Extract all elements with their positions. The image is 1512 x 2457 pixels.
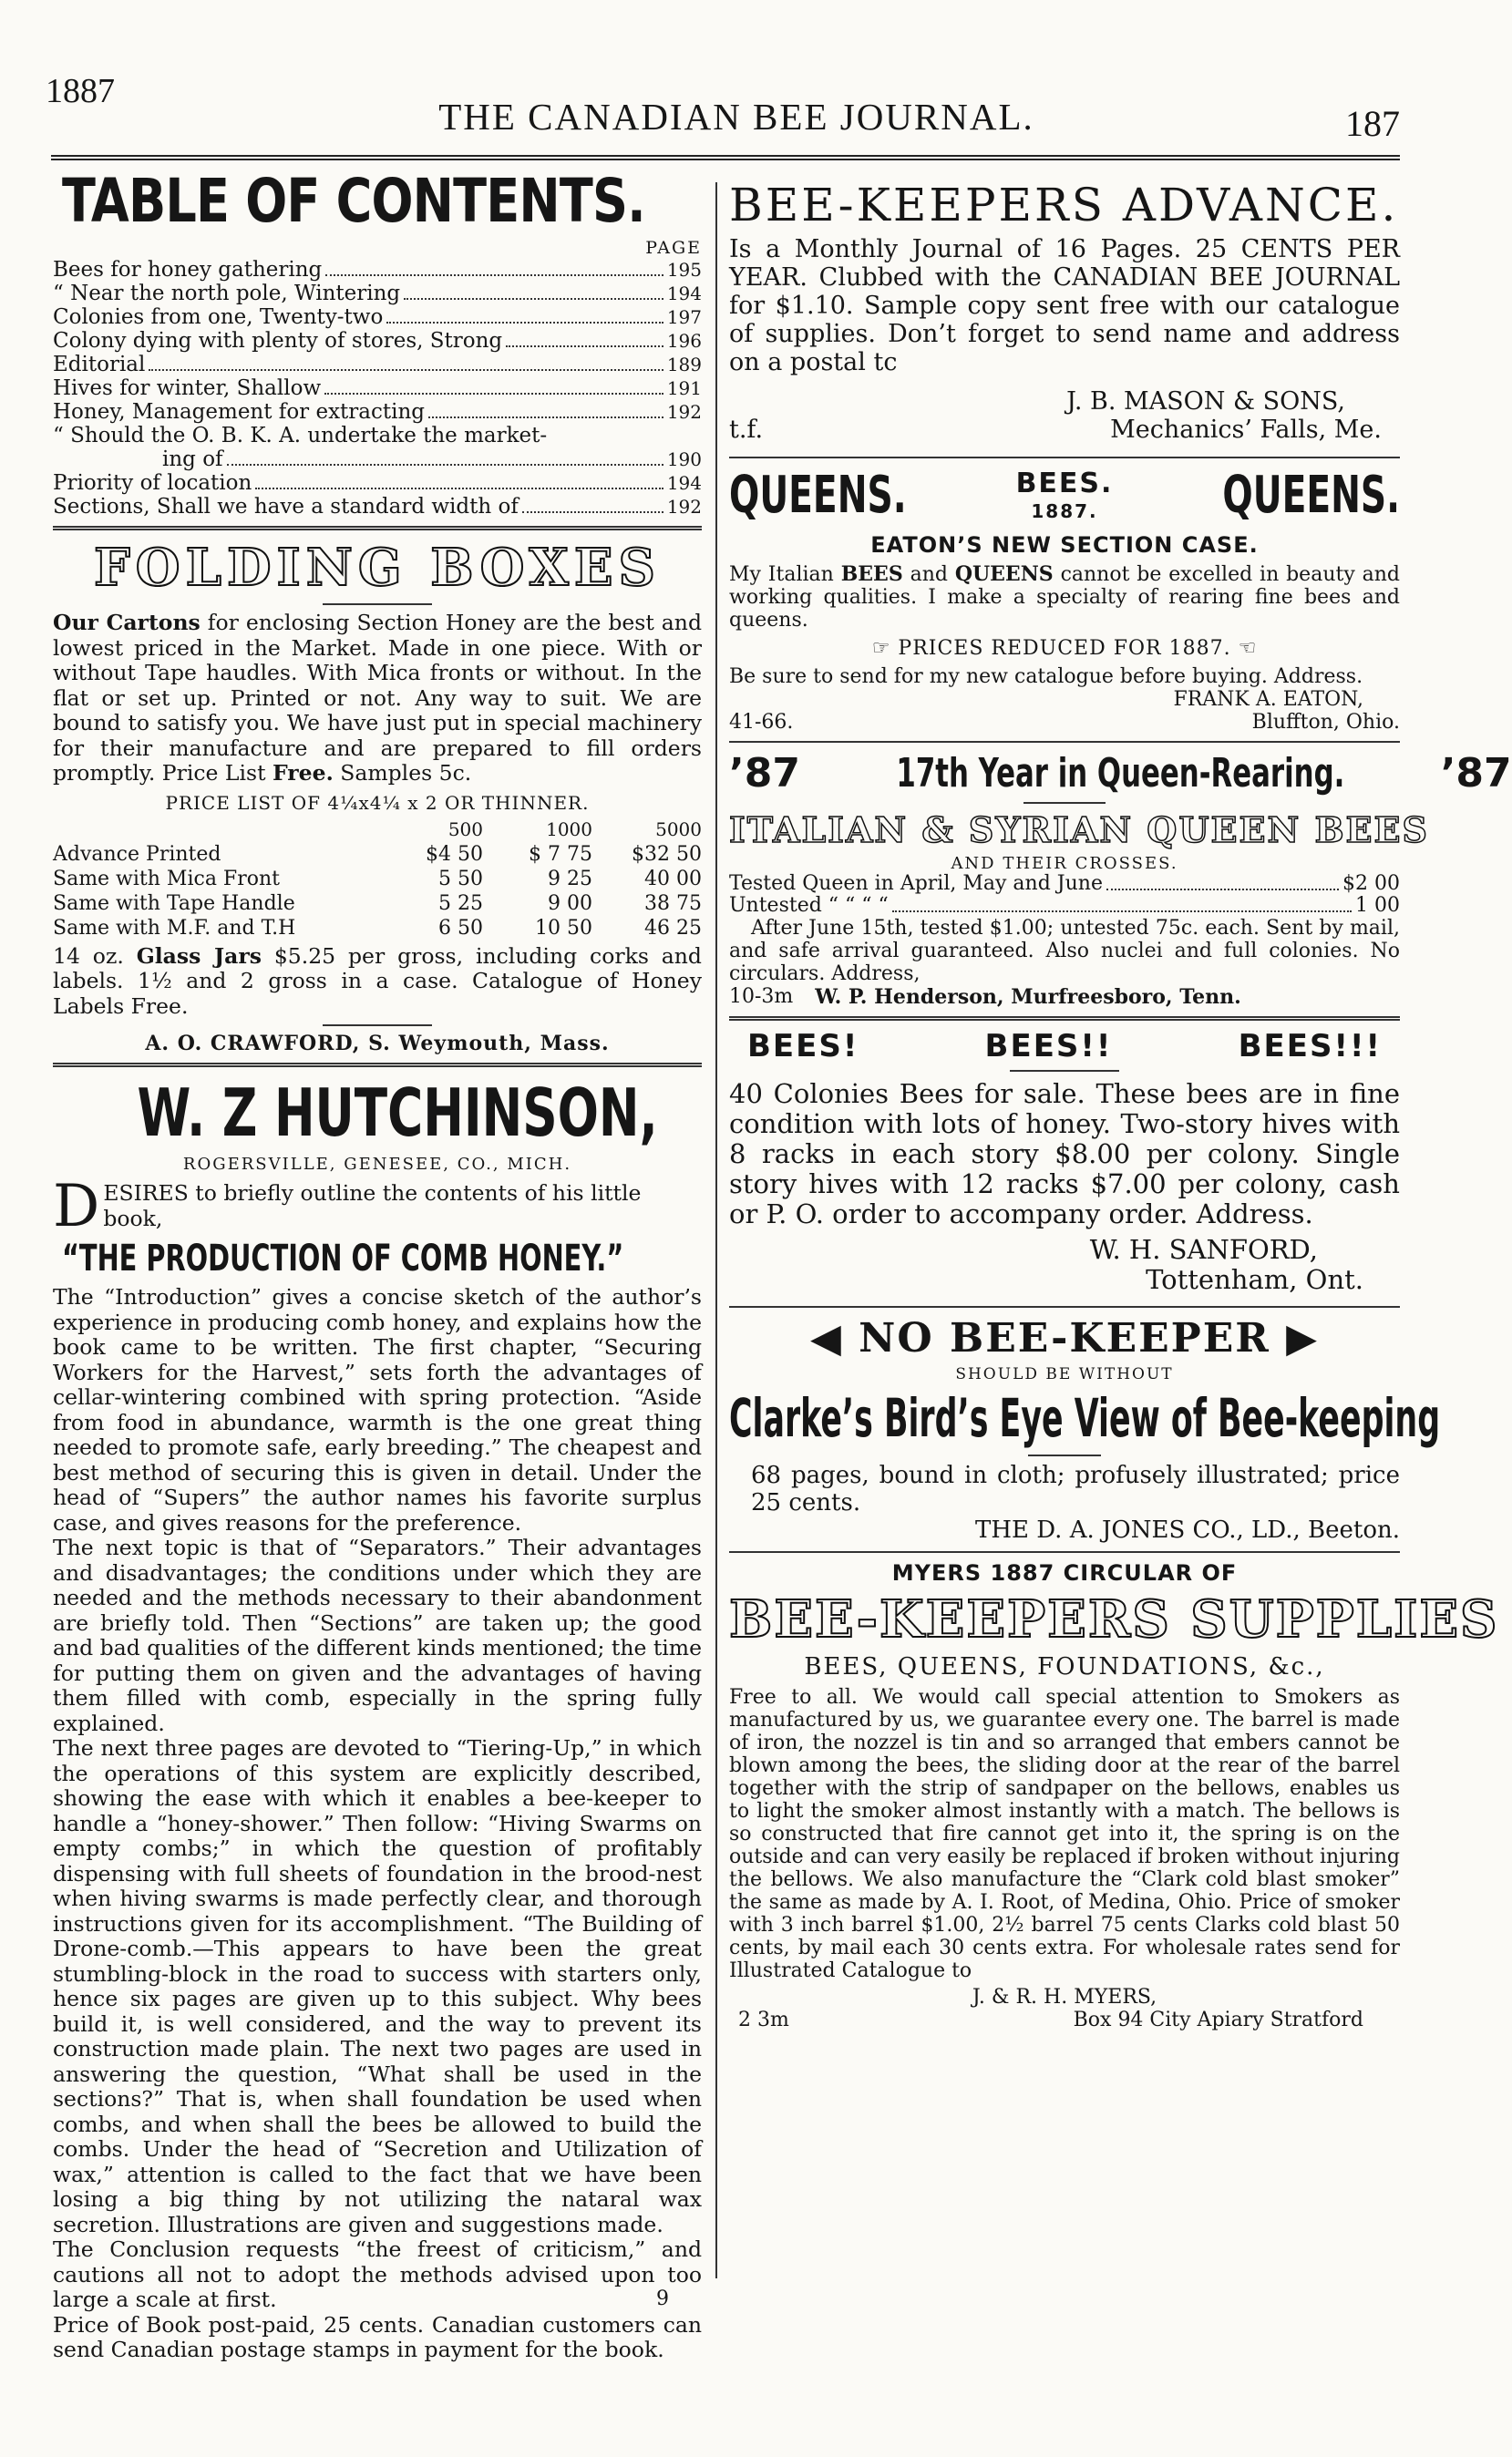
section-rule bbox=[729, 1551, 1400, 1553]
dot-leader bbox=[255, 471, 663, 489]
hutchinson-paragraph: The next topic is that of “Separators.” Their advantages and disadvantages; the conditions under which they are needed and the methods necessary to their abandonment are briefly told. Then “Sections” are taken up; the good and bad qualities of the different kinds mentioned; the time for putting them on given and the advantages of having them filled with comb, especially in the spring fully explained. bbox=[53, 1535, 702, 1736]
queen-price-row bbox=[729, 873, 1400, 895]
glass-jars-label: Glass Jars bbox=[136, 942, 262, 969]
advance-title: BEE-KEEPERS ADVANCE. bbox=[729, 179, 1399, 231]
eaton-case-title: EATON’S NEW SECTION CASE. bbox=[870, 532, 1259, 558]
year-right: ’87 bbox=[1440, 750, 1512, 797]
eaton-body bbox=[729, 563, 1400, 632]
toc-entry: Sections, Shall we have a standard width of bbox=[53, 495, 519, 519]
toc-page: 195 bbox=[666, 259, 702, 281]
left-column bbox=[53, 166, 702, 2362]
short-rule bbox=[323, 603, 432, 605]
section-rule bbox=[729, 457, 1400, 458]
hutchinson-intro bbox=[53, 1173, 702, 1240]
short-rule bbox=[323, 1024, 432, 1026]
section-rule bbox=[729, 1016, 1400, 1021]
henderson-signature: W. P. Henderson, Murfreesboro, Tenn. bbox=[815, 985, 1241, 1009]
short-rule bbox=[1010, 1070, 1119, 1072]
eaton-year: 1887. bbox=[1031, 500, 1098, 522]
clarke-ad bbox=[729, 1315, 1441, 1544]
queens-left: QUEENS. bbox=[729, 466, 907, 525]
toc-entry: Editorial bbox=[53, 353, 146, 376]
clarke-body: 68 pages, bound in cloth; profusely illustrated; price 25 cents. bbox=[751, 1462, 1400, 1516]
queen-rearing-headline: 17th Year in Queen-Rearing. bbox=[896, 750, 1345, 797]
prices-reduced bbox=[729, 637, 1400, 660]
price-cell: 40 00 bbox=[644, 867, 702, 890]
price-row-label: Same with Tape Handle bbox=[53, 891, 295, 915]
hutchinson-paragraph: Price of Book post-paid, 25 cents. Canadian customers can send Canadian postage stamps in payment for the book. bbox=[53, 2311, 702, 2362]
toc-page: 190 bbox=[666, 448, 702, 470]
crawford-signature: A. O. CRAWFORD, S. Weymouth, Mass. bbox=[145, 1032, 610, 1055]
hutchinson-name: W. Z HUTCHINSON, bbox=[137, 1074, 658, 1151]
toc-page: 194 bbox=[666, 472, 702, 494]
henderson-body: After June 15th, tested $1.00; untested 75c. each. Sent by mail, and safe arrival guaranteed. Also nuclei and full colonies. No circulars. Address, bbox=[729, 917, 1400, 985]
jars-lead: 14 oz. bbox=[53, 942, 124, 969]
jars-body: $5.25 per gross, including corks and labels. 1½ and 2 gross in a case. Catalogue of Honey Labels Free. bbox=[53, 942, 702, 1019]
journal-title: THE CANADIAN BEE JOURNAL. bbox=[438, 96, 1034, 138]
toc-entry: Colonies from one, Twenty-two bbox=[53, 305, 384, 329]
eaton-body-3: Be sure to send for my new catalogue before buying. Address. bbox=[729, 665, 1363, 688]
dot-leader bbox=[1106, 873, 1339, 890]
dot-leader bbox=[227, 447, 663, 466]
price-row bbox=[53, 891, 702, 916]
bees-queens-foundations: BEES, QUEENS, FOUNDATIONS, &c., bbox=[804, 1653, 1325, 1681]
book-title: “THE PRODUCTION OF COMB HONEY.” bbox=[62, 1238, 624, 1280]
sanford-ad bbox=[729, 1028, 1400, 1295]
sanford-name: W. H. SANFORD, bbox=[1089, 1234, 1318, 1265]
toc-entry: ing of bbox=[162, 447, 223, 471]
eaton-name: FRANK A. EATON, bbox=[1173, 688, 1363, 711]
toc-row bbox=[53, 376, 702, 400]
price-cell: $4 50 bbox=[426, 842, 483, 866]
cartons-text: for enclosing Section Honey are the best and lowest priced in the Market. Made in one piece. With or without Tape haudles. With Mica fronts or without. In the flat or set up. Printed or not. Any way to suit. We are bound to satisfy you. We have just put in special machinery for their manufacture and are prepared to fill orders promptly. Price List bbox=[53, 610, 702, 786]
price-cell: 5 50 bbox=[438, 867, 483, 890]
toc-entry: Colony dying with plenty of stores, Strong bbox=[53, 329, 503, 353]
folding-boxes-title: FOLDING BOXES bbox=[94, 538, 661, 598]
toc-entry: Priority of location bbox=[53, 471, 252, 495]
and-word: and bbox=[910, 563, 948, 586]
price-col-1000: 1000 bbox=[546, 817, 592, 840]
henderson-ad bbox=[729, 750, 1512, 1009]
mason-line bbox=[729, 416, 1400, 444]
bees-bold: BEES bbox=[840, 562, 903, 586]
price-cell: 5 25 bbox=[438, 891, 483, 915]
queen-price-label: Untested “ “ “ “ bbox=[729, 894, 889, 917]
price-list-title: PRICE LIST OF 4¼x4¼ x 2 OR THINNER. bbox=[165, 791, 590, 814]
section-rule bbox=[53, 526, 702, 530]
toc-page: 192 bbox=[666, 496, 702, 518]
toc-page: 194 bbox=[666, 283, 702, 304]
bees-1: BEES! bbox=[747, 1028, 859, 1064]
toc-title: TABLE OF CONTENTS. bbox=[62, 166, 645, 236]
section-rule bbox=[53, 1063, 702, 1067]
toc-entry: Hives for winter, Shallow bbox=[53, 376, 322, 400]
toc-entry: “ Should the O. B. K. A. undertake the market- bbox=[53, 424, 548, 447]
price-col-5000: 5000 bbox=[655, 817, 702, 840]
price-header-row bbox=[53, 817, 702, 842]
toc-row bbox=[53, 305, 702, 329]
samples-text: Samples 5c. bbox=[340, 760, 472, 786]
crosses-label: AND THEIR CROSSES. bbox=[951, 854, 1178, 873]
section-rule bbox=[729, 1306, 1400, 1308]
bees-3: BEES!!! bbox=[1238, 1028, 1382, 1064]
hutchinson-paragraph: The “Introduction” gives a concise sketch of the author’s experience in producing comb honey, and explains how the book came to be written. The first chapter, “Securing Workers for the Harvest,” sets forth the advantages of cellar-wintering combined with spring protection. “Aside from food in abundance, warmth is the one great thing needed to promote safe, early breeding.” The cheapest and best method of securing this is given in detail. Under the head of “Supers” the author names his favorite surplus case, and gives reasons for the preference. bbox=[53, 1284, 702, 1536]
dot-leader bbox=[404, 282, 663, 300]
clarke-book-title: Clarke’s Bird’s Eye View of Bee-keeping bbox=[729, 1387, 1441, 1449]
price-row-label: Same with M.F. and T.H bbox=[53, 916, 296, 940]
price-row bbox=[53, 916, 702, 941]
bees-word: BEES. bbox=[1015, 468, 1114, 499]
hutchinson-ad bbox=[53, 1074, 702, 2363]
toc-entry: Bees for honey gathering bbox=[53, 258, 323, 282]
eaton-ad bbox=[729, 466, 1400, 734]
myers-body: Free to all. We would call special attention to Smokers as manufactured by us, we guarantee every one. The barrel is made of iron, the nozzel is tin and so arranged that embers cannot be blown among the bees, the sliding door at the rear of the barrel together with the strip of sandpaper on the bellows, enables us to light the smoker almost instantly with a match. The bellows is so constructed that fire cannot get into it, the spring is on the outside and can very easily be replaced if broken without injuring the bellows. We also manufacture the “Clark cold blast smoker” the same as made by A. I. Root, of Medina, Ohio. Price of smoker with 3 inch barrel $1.00, 2½ barrel 75 cents Clarks cold blast 50 cents, by mail each 30 cents extra. For wholesale rates send for Illustrated Catalogue to bbox=[729, 1686, 1400, 1982]
myers-name: J. & R. H. MYERS, bbox=[972, 1986, 1157, 2009]
toc-row bbox=[53, 495, 702, 519]
bees-2: BEES!! bbox=[984, 1028, 1113, 1064]
hand-left-icon: ◀ bbox=[809, 1315, 859, 1362]
henderson-code: 10-3m bbox=[729, 985, 794, 1008]
dot-leader bbox=[522, 495, 663, 513]
toc-page: 192 bbox=[666, 401, 702, 423]
eaton-place: Bluffton, Ohio. bbox=[1251, 711, 1400, 734]
queens-bold: QUEENS bbox=[954, 562, 1054, 586]
queen-price-row bbox=[729, 895, 1400, 917]
header-rule bbox=[51, 155, 1400, 162]
toc-row bbox=[53, 258, 702, 282]
toc-row bbox=[53, 282, 702, 305]
hutchinson-paragraph: The Conclusion requests “the freest of criticism,” and cautions all not to adopt the methods advised upon too large a scale at first. bbox=[53, 2236, 702, 2312]
dot-leader bbox=[325, 258, 663, 276]
drop-cap: D bbox=[53, 1173, 100, 1240]
price-cell: 10 50 bbox=[535, 916, 592, 940]
hutchinson-paragraph: The next three pages are devoted to “Tiering-Up,” in which the operations of this system are explicitly described, showing the ease with which it enables a bee-keeper to handle a “honey-shower.” Then follow: “Hiving Swarms on empty combs;” in which the question of profitably dispensing with full sheets of foundation in the brood-nest when hiving swarms is made perfectly clear, and thorough instructions given for its accomplishment. “The Building of Drone-comb.—This appears to have been the great stumbling-block in the road to success with starters only, hence six pages are given up to this subject. Why bees build it, is well considered, and the way to prevent its construction made plain. The next two pages are used in answering the question, “What shall be used in the sections?” That is, when shall foundation be used when combs, and when shall the bees be allowed to build the combs. Under the head of “Secretion and Utilization of wax,” attention is called to the fact that we have been losing a big thing by not utilizing the nataral wax secretion. Illustrations are given and suggestions made. bbox=[53, 1735, 702, 2237]
year-left: ’87 bbox=[729, 750, 800, 797]
queen-rearing-row bbox=[729, 750, 1512, 797]
toc-row bbox=[53, 353, 702, 376]
queen-price-list bbox=[729, 873, 1400, 917]
mason-signature: J. B. MASON & SONS, bbox=[1066, 387, 1345, 416]
toc-page: 191 bbox=[666, 377, 702, 399]
prices-reduced-text: PRICES REDUCED FOR 1887. bbox=[898, 637, 1231, 660]
mason-place: Mechanics’ Falls, Me. bbox=[1110, 416, 1382, 444]
dot-leader bbox=[892, 895, 1352, 912]
price-cell: 9 00 bbox=[548, 891, 592, 915]
toc-row bbox=[53, 471, 702, 495]
dot-leader bbox=[386, 305, 663, 324]
dot-leader bbox=[324, 376, 663, 395]
henderson-line bbox=[729, 985, 1400, 1009]
cartons-lead: Our Cartons bbox=[53, 610, 201, 635]
header-year: 1887 bbox=[46, 72, 115, 110]
tf-code: t.f. bbox=[729, 416, 764, 444]
right-column bbox=[729, 179, 1512, 2293]
queen-price: $2 00 bbox=[1342, 872, 1400, 895]
italian-syrian-title: ITALIAN & SYRIAN QUEEN BEES bbox=[729, 809, 1429, 850]
eaton-body-1: My Italian bbox=[729, 563, 834, 586]
dot-leader bbox=[506, 329, 663, 347]
price-row bbox=[53, 867, 702, 891]
price-col-500: 500 bbox=[447, 817, 483, 840]
toc-entry: Honey, Management for extracting bbox=[53, 400, 426, 424]
hutchinson-address: ROGERSVILLE, GENESEE, CO., MICH. bbox=[182, 1155, 572, 1174]
short-rule bbox=[1028, 1455, 1101, 1456]
toc-row bbox=[53, 329, 702, 353]
price-row-label: Same with Mica Front bbox=[53, 867, 280, 890]
queens-right: QUEENS. bbox=[1222, 466, 1400, 525]
price-cell: $32 50 bbox=[632, 842, 702, 866]
free-label: Free. bbox=[273, 760, 334, 786]
column-divider bbox=[715, 182, 717, 2278]
price-row-label: Advance Printed bbox=[53, 842, 221, 866]
bee-keepers-advance-ad bbox=[729, 179, 1400, 444]
toc-page: 197 bbox=[666, 306, 702, 328]
toc-page-label: PAGE bbox=[645, 238, 702, 258]
toc-row bbox=[53, 424, 702, 447]
myers-ad bbox=[729, 1560, 1499, 2031]
queens-row bbox=[729, 466, 1400, 525]
toc-entry: “ Near the north pole, Wintering bbox=[53, 282, 401, 305]
price-cell: 38 75 bbox=[644, 891, 702, 915]
pointing-hand-icon: ☞ bbox=[871, 637, 899, 660]
eaton-code: 41-66. bbox=[729, 711, 794, 734]
pointing-hand-icon: ☜ bbox=[1230, 637, 1258, 660]
price-cell: 46 25 bbox=[644, 916, 702, 940]
dot-leader bbox=[428, 400, 663, 418]
no-bee-keeper-text: NO BEE-KEEPER bbox=[859, 1315, 1270, 1362]
jones-signature: THE D. A. JONES CO., LD., Beeton. bbox=[974, 1516, 1400, 1544]
myers-code: 2 3m bbox=[738, 2009, 789, 2031]
sanford-body: 40 Colonies Bees for sale. These bees are in fine condition with lots of honey. Two-story hives with 8 racks in each story $8.00 per colony. Single story hives with 12 racks $7.00 per colony, cash or P. O. order to accompany order. Address. bbox=[729, 1078, 1400, 1229]
toc-page: 189 bbox=[666, 354, 702, 375]
eaton-body-2: cannot be excelled in beauty and working qualities. I make a specialty of rearing fine bees and queens. bbox=[729, 563, 1400, 632]
bees-headline bbox=[729, 1028, 1400, 1064]
should-be-without: SHOULD BE WITHOUT bbox=[955, 1365, 1174, 1383]
toc-list bbox=[53, 258, 702, 519]
folding-boxes-ad bbox=[53, 538, 702, 1055]
price-row bbox=[53, 842, 702, 867]
myers-line bbox=[729, 2009, 1400, 2031]
toc-page: 196 bbox=[666, 330, 702, 352]
toc-row bbox=[53, 400, 702, 424]
glass-jars-text bbox=[53, 944, 702, 1020]
queen-price-label: Tested Queen in April, May and June bbox=[729, 872, 1103, 895]
myers-headline: MYERS 1887 CIRCULAR OF bbox=[891, 1560, 1238, 1586]
folding-boxes-body bbox=[53, 611, 702, 786]
queen-price: 1 00 bbox=[1355, 894, 1400, 917]
intro-text: ESIRES to briefly outline the contents of his little book, bbox=[103, 1180, 642, 1231]
sanford-place: Tottenham, Ont. bbox=[1146, 1264, 1363, 1295]
left-footer-number: 9 bbox=[656, 2287, 669, 2310]
advance-body: Is a Monthly Journal of 16 Pages. 25 CENTS PER YEAR. Clubbed with the CANADIAN BEE JOURNAL for $1.10. Sample copy sent free with our catalogue of supplies. Don’t forget to send name and address on a postal tc bbox=[729, 235, 1400, 376]
price-table bbox=[53, 817, 702, 941]
eaton-line bbox=[729, 711, 1400, 734]
price-cell: 9 25 bbox=[548, 867, 592, 890]
hand-right-icon: ▶ bbox=[1270, 1315, 1320, 1362]
price-cell: 6 50 bbox=[438, 916, 483, 940]
bees-label bbox=[1016, 470, 1114, 525]
price-cell: $ 7 75 bbox=[529, 842, 592, 866]
short-rule bbox=[1023, 802, 1106, 804]
bee-keepers-supplies-title: BEE-KEEPERS SUPPLIES bbox=[729, 1589, 1499, 1650]
toc-row bbox=[53, 447, 702, 471]
myers-address: Box 94 City Apiary Stratford bbox=[1073, 2009, 1363, 2031]
section-rule bbox=[729, 741, 1400, 743]
dot-leader bbox=[149, 353, 663, 371]
no-bee-keeper-title bbox=[729, 1315, 1400, 1362]
page-number: 187 bbox=[1345, 103, 1400, 144]
table-of-contents bbox=[53, 166, 702, 519]
